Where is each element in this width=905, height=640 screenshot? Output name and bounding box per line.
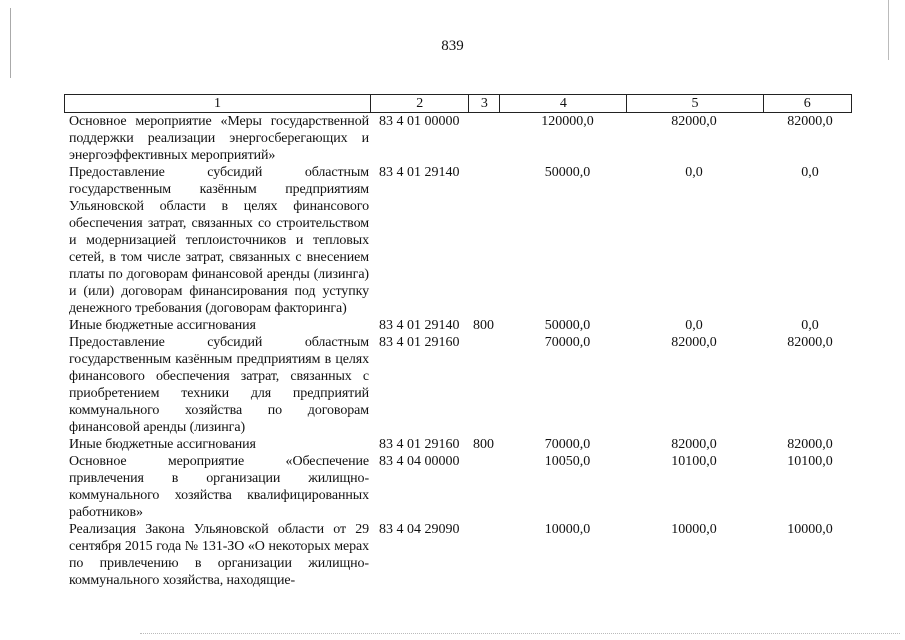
row-type: 800 <box>473 318 494 333</box>
row-value-col4: 50000,0 <box>544 318 591 333</box>
header-col-5: 5 <box>627 95 763 112</box>
row-name: Предоставление субсидий областным государственным казённым предприятиям в целях финансового обеспечения затрат, связанных с приобретением техники для предприятий коммунального хозяйства по договорам финансовой аренды (лизинга) <box>69 335 369 435</box>
header-col-6: 6 <box>803 96 811 111</box>
row-type <box>469 521 499 589</box>
row-name: Реализация Закона Ульяновской области от 29 сентября 2015 года № 131-ЗО «О некоторых мерах по привлечению в организации жилищно-коммунального хозяйства, находящие- <box>69 522 369 588</box>
row-code: 83 4 01 29140 <box>379 318 460 333</box>
row-value-col6: 0,0 <box>801 165 819 180</box>
row-code: 83 4 01 29160 <box>379 437 460 452</box>
table-row <box>64 334 852 436</box>
row-value-col5: 0,0 <box>685 318 703 333</box>
row-value-col5: 82000,0 <box>671 114 717 129</box>
row-value-col5: 82000,0 <box>671 335 717 350</box>
row-name: Основное мероприятие «Обеспечение привлечения в организации жилищно-коммунального хозяйства квалифицированных работников» <box>69 454 369 520</box>
row-value-col6: 82000,0 <box>787 437 833 452</box>
scan-artifact-line <box>140 632 900 634</box>
row-name: Основное мероприятие «Меры государственной поддержки реализации энергосберегающих и энергоэффективных мероприятий» <box>69 114 369 163</box>
table-row <box>64 453 852 521</box>
row-value-col6: 82000,0 <box>787 335 833 350</box>
row-code: 83 4 04 29090 <box>379 522 460 537</box>
row-value-col4: 70000,0 <box>544 437 591 452</box>
row-type <box>469 164 499 317</box>
header-col-2: 2 <box>371 95 469 112</box>
row-value-col5: 10100,0 <box>671 454 717 469</box>
row-code: 83 4 01 00000 <box>379 114 460 129</box>
header-col-4: 4 <box>500 95 627 112</box>
row-value-col6: 10100,0 <box>787 454 833 469</box>
table-row <box>64 521 852 589</box>
header-col-1: 1 <box>65 95 371 112</box>
table-header-row <box>64 94 852 113</box>
row-type <box>469 334 499 436</box>
header-col-3: 3 <box>469 95 500 112</box>
table-row <box>64 317 852 334</box>
row-value-col4: 70000,0 <box>544 335 591 350</box>
page-number: 839 <box>441 38 464 54</box>
table-row <box>64 113 852 164</box>
row-code: 83 4 01 29160 <box>379 335 460 350</box>
row-value-col6: 10000,0 <box>787 522 833 537</box>
row-value-col4: 120000,0 <box>541 114 594 129</box>
row-value-col6: 82000,0 <box>787 114 833 129</box>
row-value-col4: 50000,0 <box>544 165 591 180</box>
row-type <box>469 113 499 164</box>
row-name: Иные бюджетные ассигнования <box>69 437 256 452</box>
row-value-col4: 10000,0 <box>544 522 591 537</box>
row-code: 83 4 01 29140 <box>379 165 460 180</box>
table-row <box>64 164 852 317</box>
row-type <box>469 453 499 521</box>
row-value-col6: 0,0 <box>801 318 819 333</box>
row-value-col5: 0,0 <box>685 165 703 180</box>
row-name: Иные бюджетные ассигнования <box>69 318 256 333</box>
row-value-col5: 82000,0 <box>671 437 717 452</box>
row-value-col5: 10000,0 <box>671 522 717 537</box>
row-name: Предоставление субсидий областным государственным казённым предприятиям Ульяновской области в целях финансового обеспечения затрат, связанных со строительством и модернизацией теплоисточников и тепловых сетей, в том числе затрат, связанных с внесением платы по договорам финансовой аренды (лизинга) и (или) договорам финансирования под уступку денежного требования (договорам факторинга) <box>69 165 369 316</box>
table-row <box>64 436 852 453</box>
row-value-col4: 10050,0 <box>544 454 591 469</box>
budget-table <box>64 94 852 589</box>
row-type: 800 <box>473 437 494 452</box>
row-code: 83 4 04 00000 <box>379 454 460 469</box>
